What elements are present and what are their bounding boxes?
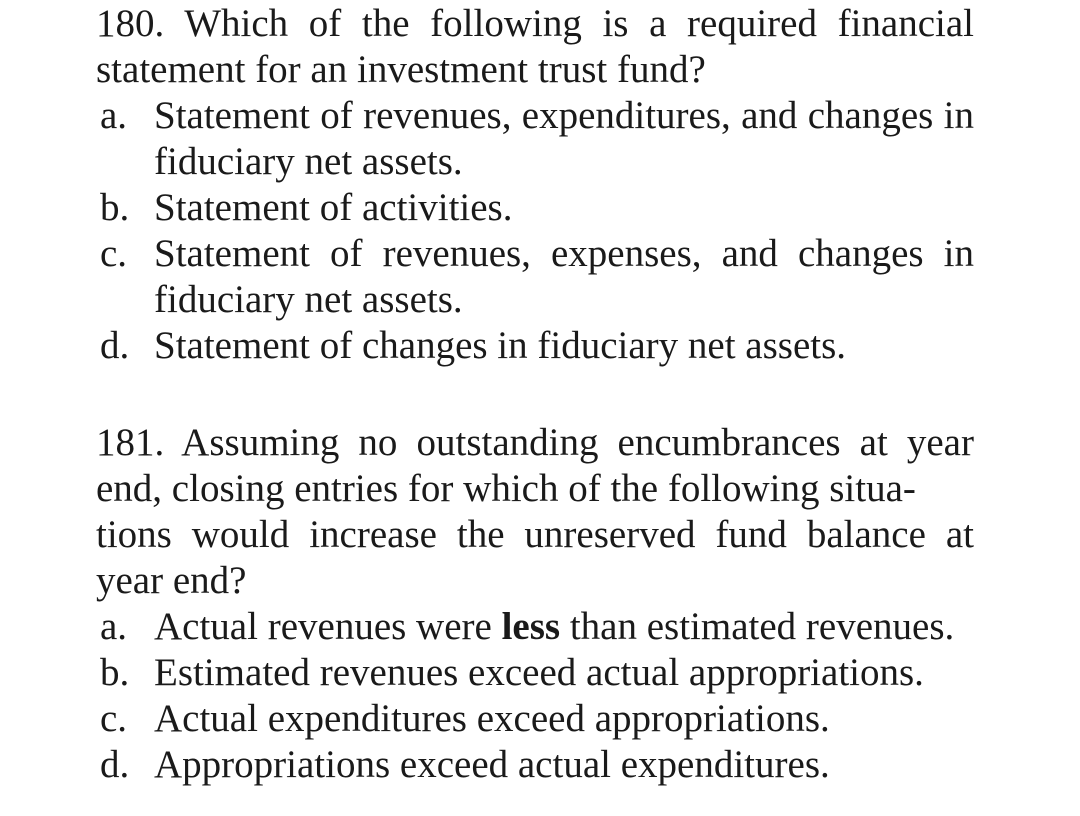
option-text: Statement of activities. [154, 186, 513, 229]
answer-option-c [100, 231, 974, 323]
answer-options [96, 604, 974, 788]
question-text-line-1: Assuming no outstanding encumbrances at year end, closing entries for which of the following situa- [96, 421, 974, 510]
answer-option-d [100, 323, 974, 369]
answer-option-c [100, 696, 974, 742]
option-letter: a. [100, 605, 128, 648]
question-180 [96, 1, 974, 369]
question-text-line-2: tions would increase the unreserved fund balance at year end? [96, 513, 974, 602]
answer-option-b [100, 185, 974, 231]
option-text-part: than estimated revenues. [560, 605, 955, 648]
question-number: 180. [96, 2, 165, 45]
option-text: Estimated revenues exceed actual appropriations. [154, 651, 924, 694]
question-181 [96, 420, 974, 788]
option-letter: c. [100, 697, 128, 740]
question-number: 181. [96, 421, 165, 464]
answer-option-a [100, 604, 974, 650]
answer-option-b [100, 650, 974, 696]
option-text: Statement of changes in fiduciary net assets. [154, 324, 847, 367]
option-letter: d. [100, 324, 130, 367]
option-text-emphasis: less [501, 605, 561, 648]
option-text-part: Actual revenues were [154, 605, 502, 648]
option-letter: b. [100, 651, 130, 694]
option-text [154, 604, 974, 650]
question-stem [96, 1, 974, 93]
question-stem [96, 420, 974, 604]
answer-option-d [100, 742, 974, 788]
answer-options [96, 93, 974, 369]
option-text: Actual expenditures exceed appropriations. [154, 697, 830, 740]
answer-option-a [100, 93, 974, 185]
question-text: Which of the following is a required financial statement for an investment trust fund? [96, 2, 974, 91]
option-letter: b. [100, 186, 130, 229]
option-letter: d. [100, 743, 130, 786]
option-letter: c. [100, 232, 128, 275]
option-text: Appropriations exceed actual expenditures. [154, 743, 830, 786]
option-text: Statement of revenues, expenses, and changes in fiduciary net assets. [154, 232, 974, 321]
option-letter: a. [100, 94, 128, 137]
option-text: Statement of revenues, expenditures, and changes in fiduciary net assets. [154, 94, 974, 183]
